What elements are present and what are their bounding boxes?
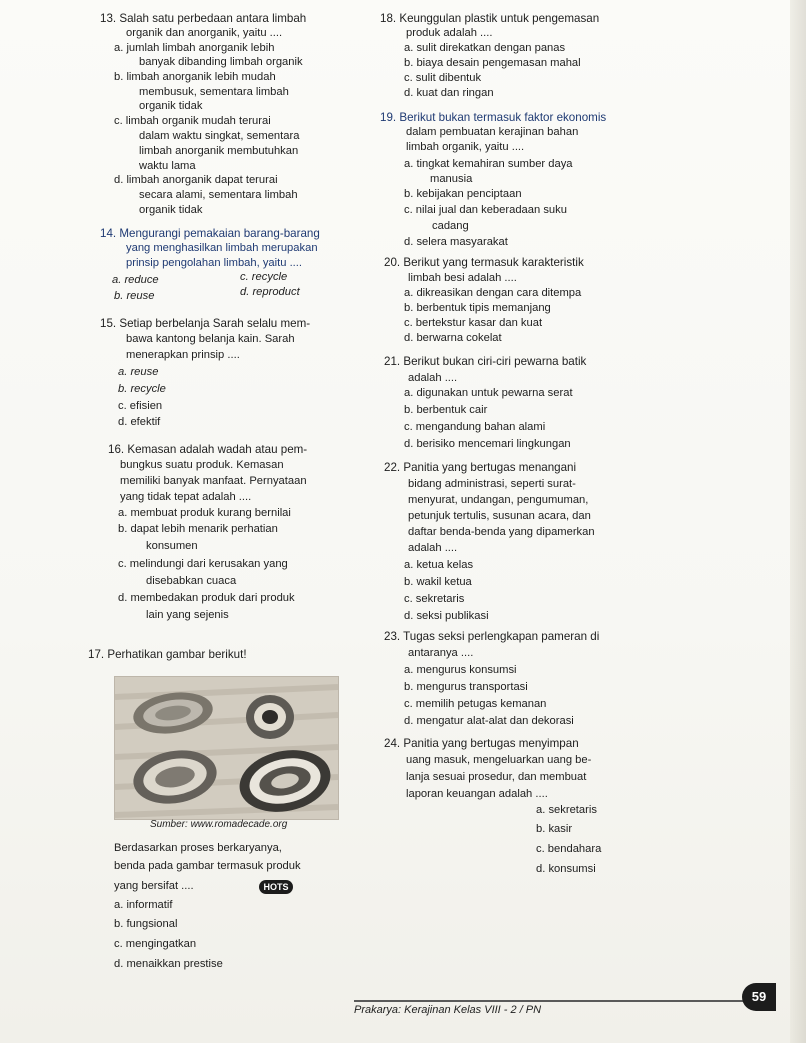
q23-stem-1: 23. Tugas seksi perlengkapan pameran di: [384, 630, 600, 643]
q20-option-a: a. dikreasikan dengan cara ditempa: [404, 287, 582, 299]
footer-rule: [354, 1000, 774, 1002]
q14-option-a: a. reduce: [112, 274, 159, 286]
q19-option-a: a. tingkat kemahiran sumber daya: [404, 158, 573, 170]
q20-stem-2: limbah besi adalah ....: [408, 272, 517, 284]
q16-option-b-cont: konsumen: [146, 540, 198, 552]
q24-stem-3: lanja sesuai prosedur, dan membuat: [406, 771, 587, 783]
q23-stem-2: antaranya ....: [408, 647, 474, 659]
q13-option-d: d. limbah anorganik dapat terurai: [114, 174, 278, 186]
q16-stem-1: 16. Kemasan adalah wadah atau pem-: [108, 443, 308, 456]
page-number: 59: [742, 983, 776, 1011]
q17-stem-2: Berdasarkan proses berkaryanya,: [114, 842, 282, 854]
q22-stem-6: adalah ....: [408, 542, 458, 554]
footer-text: Prakarya: Kerajinan Kelas VIII - 2 / PN: [354, 1004, 542, 1016]
q18-stem-1: 18. Keunggulan plastik untuk pengemasan: [380, 12, 600, 25]
page-edge-shadow: [790, 0, 806, 1043]
q19-option-a-cont: manusia: [430, 173, 473, 185]
q16-option-c-cont: disebabkan cuaca: [146, 575, 237, 587]
hots-badge: HOTS: [259, 880, 293, 894]
q19-stem-1: 19. Berikut bukan termasuk faktor ekonomis: [380, 111, 607, 124]
q15-stem-1: 15. Setiap berbelanja Sarah selalu mem-: [100, 317, 311, 330]
q18-option-a: a. sulit direkatkan dengan panas: [404, 42, 566, 54]
q15-option-b: b. recycle: [118, 383, 166, 395]
q17-option-a: a. informatif: [114, 899, 173, 911]
q15-option-c: c. efisien: [118, 400, 163, 412]
q14-stem-2: yang menghasilkan limbah merupakan: [126, 242, 318, 254]
q14-stem-3: prinsip pengolahan limbah, yaitu ....: [126, 257, 303, 269]
q22-stem-3: menyurat, undangan, pengumuman,: [408, 494, 589, 506]
q21-stem-2: adalah ....: [408, 372, 458, 384]
q20-option-c: c. bertekstur kasar dan kuat: [404, 317, 543, 329]
q22-stem-2: bidang administrasi, seperti surat-: [408, 478, 576, 490]
q13-option-d-cont: secara alami, sementara limbah: [139, 189, 298, 201]
q19-stem-3: limbah organik, yaitu ....: [406, 141, 525, 153]
q19-option-c-cont: cadang: [432, 220, 469, 232]
q23-option-a: a. mengurus konsumsi: [404, 664, 517, 676]
q16-option-d: d. membedakan produk dari produk: [118, 592, 295, 604]
q19-option-d: d. selera masyarakat: [404, 236, 508, 248]
q18-stem-2: produk adalah ....: [406, 27, 493, 39]
q16-option-d-cont: lain yang sejenis: [146, 609, 229, 621]
q14-option-d: d. reproduct: [240, 286, 300, 298]
q22-option-b: b. wakil ketua: [404, 576, 472, 588]
q14-stem-1: 14. Mengurangi pemakaian barang-barang: [100, 227, 320, 240]
q24-stem-2: uang masuk, mengeluarkan uang be-: [406, 754, 592, 766]
q15-option-d: d. efektif: [118, 416, 161, 428]
q16-stem-2: bungkus suatu produk. Kemasan: [120, 459, 284, 471]
q20-option-b: b. berbentuk tipis memanjang: [404, 302, 551, 314]
q17-option-c: c. mengingatkan: [114, 938, 197, 950]
q22-stem-4: petunjuk tertulis, susunan acara, dan: [408, 510, 591, 522]
q16-option-a: a. membuat produk kurang bernilai: [118, 507, 291, 519]
q13-option-a: a. jumlah limbah anorganik lebih: [114, 42, 275, 54]
q23-option-d: d. mengatur alat-alat dan dekorasi: [404, 715, 574, 727]
q13-option-b-cont2: organik tidak: [139, 100, 203, 112]
q15-option-a: a. reuse: [118, 366, 159, 378]
q17-stem-3: benda pada gambar termasuk produk: [114, 860, 301, 872]
q16-option-b: b. dapat lebih menarik perhatian: [118, 523, 278, 535]
q21-option-d: d. berisiko mencemari lingkungan: [404, 438, 571, 450]
q13-option-c-cont2: limbah anorganik membutuhkan: [139, 145, 299, 157]
q23-option-b: b. mengurus transportasi: [404, 681, 528, 693]
q24-option-c: c. bendahara: [536, 843, 602, 855]
q16-stem-3: memiliki banyak manfaat. Pernyataan: [120, 475, 307, 487]
q18-option-d: d. kuat dan ringan: [404, 87, 494, 99]
q14-option-b: b. reuse: [114, 290, 155, 302]
q24-stem-1: 24. Panitia yang bertugas menyimpan: [384, 737, 579, 750]
q22-option-d: d. seksi publikasi: [404, 610, 489, 622]
q13-option-c-cont3: waktu lama: [139, 160, 196, 172]
q18-option-c: c. sulit dibentuk: [404, 72, 482, 84]
q17-option-b: b. fungsional: [114, 918, 178, 930]
q24-stem-4: laporan keuangan adalah ....: [406, 788, 548, 800]
q21-option-b: b. berbentuk cair: [404, 404, 488, 416]
q22-stem-5: daftar benda-benda yang dipamerkan: [408, 526, 595, 538]
q20-stem-1: 20. Berikut yang termasuk karakteristik: [384, 256, 584, 269]
image-source: Sumber: www.romadecade.org: [150, 819, 288, 830]
q21-option-a: a. digunakan untuk pewarna serat: [404, 387, 573, 399]
q13-option-b: b. limbah anorganik lebih mudah: [114, 71, 276, 83]
q19-stem-2: dalam pembuatan kerajinan bahan: [406, 126, 579, 138]
q24-option-d: d. konsumsi: [536, 863, 596, 875]
q14-option-c: c. recycle: [240, 271, 288, 283]
q20-option-d: d. berwarna cokelat: [404, 332, 502, 344]
q23-option-c: c. memilih petugas kemanan: [404, 698, 547, 710]
q16-stem-4: yang tidak tepat adalah ....: [120, 491, 252, 503]
q13-stem-2: organik dan anorganik, yaitu ....: [126, 27, 283, 39]
q18-option-b: b. biaya desain pengemasan mahal: [404, 57, 581, 69]
q13-stem-1: 13. Salah satu perbedaan antara limbah: [100, 12, 307, 25]
q22-stem-1: 22. Panitia yang bertugas menangani: [384, 461, 577, 474]
q21-stem-1: 21. Berikut bukan ciri-ciri pewarna batik: [384, 355, 587, 368]
doormat-photo: [114, 676, 339, 820]
q19-option-b: b. kebijakan penciptaan: [404, 188, 522, 200]
q13-option-a-cont: banyak dibanding limbah organik: [139, 56, 303, 68]
q19-option-c: c. nilai jual dan keberadaan suku: [404, 204, 567, 216]
q13-option-b-cont: membusuk, sementara limbah: [139, 86, 289, 98]
q16-option-c: c. melindungi dari kerusakan yang: [118, 558, 288, 570]
q17-stem-4: yang bersifat ....: [114, 880, 194, 892]
q22-option-c: c. sekretaris: [404, 593, 465, 605]
q24-option-a: a. sekretaris: [536, 804, 597, 816]
q17-stem: 17. Perhatikan gambar berikut!: [88, 648, 247, 661]
doormat-illustration: [115, 677, 338, 819]
q21-option-c: c. mengandung bahan alami: [404, 421, 546, 433]
q17-option-d: d. menaikkan prestise: [114, 958, 223, 970]
q15-stem-3: menerapkan prinsip ....: [126, 349, 240, 361]
q13-option-c: c. limbah organik mudah terurai: [114, 115, 271, 127]
rug-top-right: [246, 695, 294, 739]
q13-option-d-cont2: organik tidak: [139, 204, 203, 216]
q24-option-b: b. kasir: [536, 823, 573, 835]
q22-option-a: a. ketua kelas: [404, 559, 474, 571]
q15-stem-2: bawa kantong belanja kain. Sarah: [126, 333, 295, 345]
q13-option-c-cont: dalam waktu singkat, sementara: [139, 130, 300, 142]
